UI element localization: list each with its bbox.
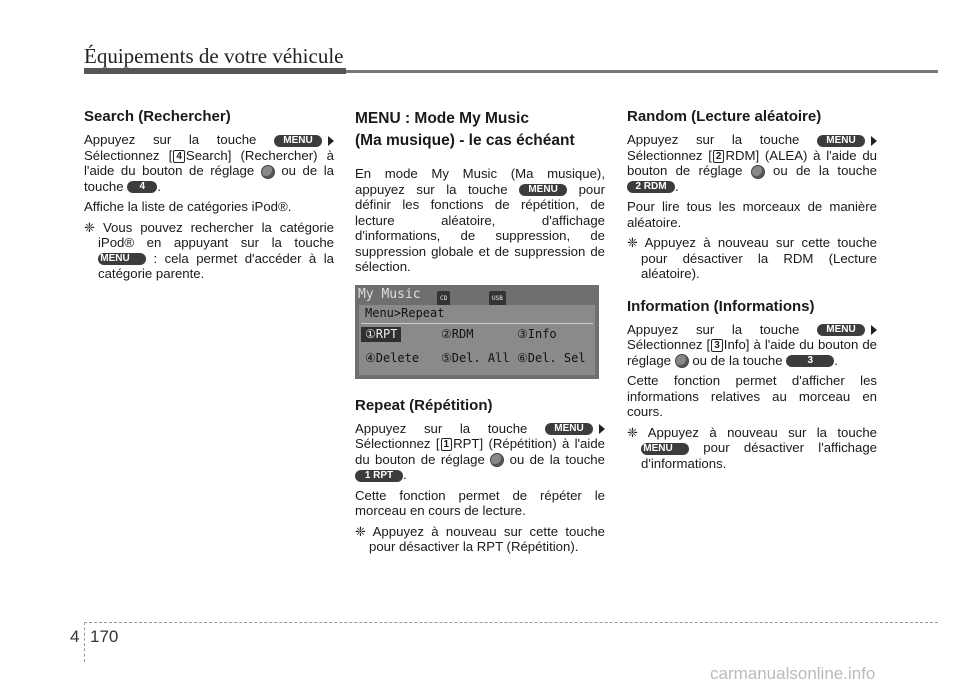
info-text-d: ou de la touche xyxy=(692,352,783,368)
menu-key: MENU xyxy=(641,443,689,455)
random-text-d: ou de la touche xyxy=(773,163,878,178)
search-info: Affiche la liste de catégories iPod®. xyxy=(84,199,292,215)
random-info: Pour lire tous les morceaux de manière aléatoire. xyxy=(627,199,877,230)
column-middle xyxy=(355,108,605,560)
info-text-a: Appuyez sur la touche xyxy=(627,321,800,337)
search-note-b: : cela permet d'accéder à la catégorie parente. xyxy=(98,250,334,282)
box-number-3: 3 xyxy=(711,339,723,352)
info-note-b: pour désactiver l'affichage d'informations. xyxy=(641,440,878,471)
arrow-right-icon xyxy=(328,136,334,146)
repeat-info: Cette fonction permet de répéter le morceau en cours de lecture. xyxy=(355,487,605,519)
info-heading: Information (Informations) xyxy=(627,297,815,315)
screen-option-delete: ④Delete xyxy=(365,350,420,365)
key-3: 3 xyxy=(786,355,834,367)
arrow-right-icon xyxy=(871,136,877,146)
box-number-1: 1 xyxy=(441,438,453,451)
header-rule-accent xyxy=(84,68,346,74)
screen-menu-path: Menu>Repeat xyxy=(365,305,445,320)
cd-badge: CD xyxy=(437,291,450,307)
menu-key: MENU xyxy=(98,253,146,265)
search-note-a: ❈ Vous pouvez rechercher la catégorie iPod® en appuyant sur la touche xyxy=(84,219,334,251)
column-right xyxy=(627,108,877,476)
info-text-b: Sélectionnez [ xyxy=(627,337,711,353)
random-paragraph: Appuyez sur la touche MENU Sélectionnez [ 2 RDM] (ALEA) à l'aide du bouton de réglage ou de la touche 2 RDM . xyxy=(627,132,878,194)
tune-knob-icon xyxy=(751,165,765,179)
info-note-a: ❈ Appuyez à nouveau sur la touche xyxy=(627,424,877,440)
repeat-paragraph: Appuyez sur la touche MENU Sélectionnez [ 1 RPT] (Répétition) à l'aide du bouton de réglage ou de la touche 1 RPT . xyxy=(355,420,605,483)
key-4: 4 xyxy=(127,181,157,193)
random-text-c: RDM] (ALEA) à l'aide du bouton de réglage xyxy=(627,147,877,178)
arrow-right-icon xyxy=(599,424,605,434)
repeat-text-d: ou de la touche xyxy=(509,451,605,467)
tune-knob-icon xyxy=(490,453,504,467)
random-text-b: Sélectionnez [ xyxy=(627,147,712,163)
repeat-text-c: RPT] (Répétition) à l'aide du bouton de réglage xyxy=(355,436,605,467)
screen-option-del-sel: ⑥Del. Sel xyxy=(517,350,586,365)
screen-option-rdm: ②RDM xyxy=(441,326,474,341)
menu-key: MENU xyxy=(519,184,567,196)
random-text-a: Appuyez sur la touche xyxy=(627,132,800,147)
mymusic-text-a: En mode My Music (Ma musique), appuyez sur la touche xyxy=(355,166,605,197)
rdm-key: 2 RDM xyxy=(627,181,675,193)
repeat-text-b: Sélectionnez [ xyxy=(355,436,440,451)
column-left xyxy=(84,108,334,287)
footer-rule xyxy=(84,622,938,623)
mymusic-paragraph xyxy=(355,166,605,275)
search-text-c: Search] (Rechercher) à l'aide du bouton de réglage xyxy=(84,147,335,178)
tune-knob-icon xyxy=(261,165,275,179)
repeat-text-a: Appuyez sur la touche xyxy=(355,420,528,436)
watermark: carmanualsonline.info xyxy=(710,664,876,683)
box-number-4: 4 xyxy=(173,150,185,163)
search-paragraph: Appuyez sur la touche MENU Sélectionnez [ 4 Search] (Rechercher) à l'aide du bouton de réglage ou de la touche 4 . xyxy=(84,132,335,194)
screen-option-rpt: ①RPT xyxy=(361,327,401,343)
screen-menu-panel xyxy=(359,305,595,375)
usb-badge: USB xyxy=(489,291,506,307)
random-note: ❈ Appuyez à nouveau sur cette touche pour désactiver la RDM (Lecture aléatoire). xyxy=(627,235,877,282)
search-note xyxy=(84,220,334,282)
info-info: Cette fonction permet d'afficher les informations relatives au morceau en cours. xyxy=(627,373,877,420)
repeat-heading: Repeat (Répétition) xyxy=(355,396,493,414)
display-screen-image xyxy=(355,285,599,379)
chapter-number: 4 xyxy=(70,627,80,646)
screen-option-del-all: ⑤Del. All xyxy=(441,350,510,365)
info-paragraph: Appuyez sur la touche MENU Sélectionnez [ 3 Info] à l'aide du bouton de réglage ou de la touche 3 . xyxy=(627,321,877,368)
menu-key: MENU xyxy=(274,135,322,147)
screen-divider xyxy=(361,323,593,324)
box-number-2: 2 xyxy=(713,150,725,163)
search-text-b: Sélectionnez [ xyxy=(84,147,173,163)
mymusic-text-b: pour définir les fonctions de répétition, de lecture aléatoire, d'affichage d'informations, de suppression, de suppression globale et de suppression de sélection. xyxy=(355,181,605,274)
page-header-title: Équipements de votre véhicule xyxy=(84,44,344,68)
repeat-note: ❈ Appuyez à nouveau sur cette touche pour désactiver la RPT (Répétition). xyxy=(355,523,605,555)
screen-option-info: ③Info xyxy=(517,326,557,341)
search-text-d: ou de la touche xyxy=(84,163,334,194)
tune-knob-icon xyxy=(675,354,689,368)
footer-divider xyxy=(84,622,85,662)
random-heading: Random (Lecture aléatoire) xyxy=(627,108,822,125)
menu-key: MENU xyxy=(817,324,865,336)
mymusic-heading xyxy=(355,108,605,152)
menu-key: MENU xyxy=(545,423,593,435)
menu-key: MENU xyxy=(817,135,865,147)
rpt-key: 1 RPT xyxy=(355,470,403,482)
info-note xyxy=(627,425,877,472)
search-text-a: Appuyez sur la touche xyxy=(84,132,257,147)
search-heading: Search (Rechercher) xyxy=(84,108,231,125)
info-text-c: Info] à l'aide du bouton de réglage xyxy=(627,337,877,368)
mymusic-heading-line2: (Ma musique) - le cas échéant xyxy=(355,132,575,149)
arrow-right-icon xyxy=(871,325,877,335)
mymusic-heading-line1: MENU : Mode My Music xyxy=(355,110,529,127)
screen-title: My Music xyxy=(358,286,421,302)
page-number: 170 xyxy=(90,627,119,646)
